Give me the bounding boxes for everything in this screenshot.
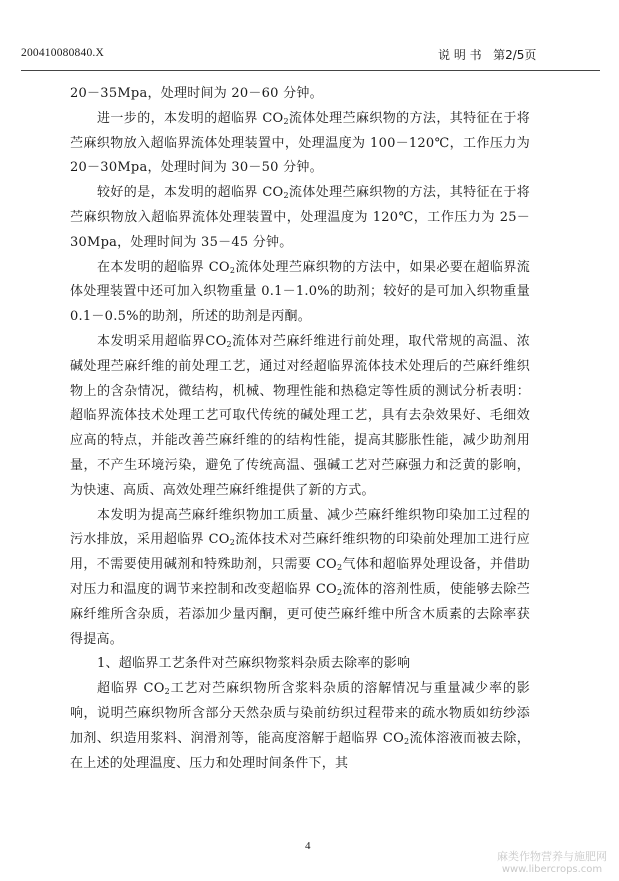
section-heading: 1、超临界工艺条件对苎麻织物浆料杂质去除率的影响 [97,656,411,672]
watermark-line-1: 麻类作物营养与施肥网 [497,850,607,863]
paragraph-2: 较好的是，本发明的超临界 $CO_2$流体处理苎麻织物的方法，其特征在于将苎麻织物放入超临界流体处理装置中，处理温度为 120℃，工作压力为 25－30Mpa，处理时间为 35－45 分钟。 [70,185,530,250]
document-body [70,82,530,776]
paragraph-0: 20－35Mpa，处理时间为 20－60 分钟。 [70,86,323,101]
document-number: 200410080840.X [21,47,104,59]
watermark [492,850,612,876]
header-divider [21,70,600,71]
page-indicator: 第2/5页 [493,48,537,62]
paragraph-5: 本发明为提高苎麻纤维织物加工质量、减少苎麻纤维织物印染加工过程的污水排放，采用超临界 $CO_2$流体技术对苎麻纤维织物的印染前处理加工进行应用，不需要使用碱剂和特殊助剂，只需要 $CO_2$气体和超临界处理设备，并借助对压力和温度的调节来控制和改变超临界 $CO_2$流体的溶剂性质，使能够去除苎麻纤维所含杂质，若添加少量丙酮，更可使苎麻纤维中所含木质素的去除率获得提高。 [70,507,530,647]
document-title: 说 明 书 [438,48,482,62]
paragraph-7: 超临界 $CO_2$工艺对苎麻织物所含浆料杂质的溶解情况与重量减少率的影响，说明苎麻织物所含部分天然杂质与染前纺织过程带来的疏水物质如纺纱添加剂、织造用浆料、润滑剂等，能高度溶解于超临界 $CO_2$流体溶液而被去除，在上述的处理温度、压力和处理时间条件下，其 [70,681,530,771]
paragraph-3: 在本发明的超临界 $CO_2$流体处理苎麻织物的方法中，如果必要在超临界流体处理装置中还可加入织物重量 0.1－1.0%的助剂；较好的是可加入织物重量 0.1－0.5%的助剂，所述的助剂是丙酮。 [70,259,530,325]
paragraph-1: 进一步的，本发明的超临界 $CO_2$流体处理苎麻织物的方法，其特征在于将苎麻织物放入超临界流体处理装置中，处理温度为 100－120℃，工作压力为 20－30Mpa，处理时间为 30－50 分钟。 [70,110,530,176]
paragraph-4: 本发明采用超临界$CO_2$流体对苎麻纤维进行前处理，取代常规的高温、浓碱处理苎麻纤维的前处理工艺，通过对经超临界流体技术处理后的苎麻纤维织物上的含杂情况，微结构，机械、物理性能和热稳定等性质的测试分析表明：超临界流体技术处理工艺可取代传统的碱处理工艺，具有去杂效果好、毛细效应高的特点，并能改善苎麻纤维的的结构性能，提高其膨胀性能，减少助剂用量，不产生环境污染，避免了传统高温、强碱工艺对苎麻强力和泛黄的影响，为快速、高质、高效处理苎麻纤维提供了新的方式。 [70,333,530,498]
page-number: 4 [305,840,311,852]
watermark-line-2: www.libercrops.com [501,864,603,875]
header-right [438,46,536,63]
